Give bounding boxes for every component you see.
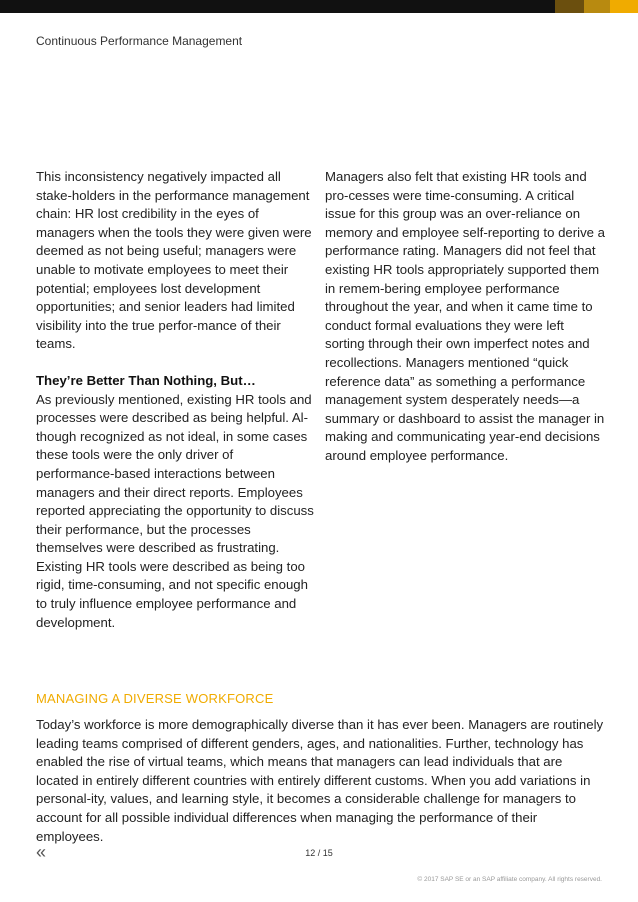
top-bar-segment-light-gold	[610, 0, 638, 13]
document-title: Continuous Performance Management	[36, 34, 243, 48]
double-chevron-left-icon[interactable]: «	[36, 842, 47, 862]
left-column	[36, 168, 314, 632]
paragraph-managers-time-consuming: Managers also felt that existing HR tools and pro-cesses were time-consuming. A critical issue for this group was an over-reliance on memory and employee self-reporting to derive a performance rating. Managers did not feel that existing HR tools appropriately supported them in remem-bering employee performance throughout the year, and when it came time to conduct formal evaluations they were left sorting through their own imperfect notes and recollections. Managers mentioned “quick reference data” as something a performance management system desperately needs—a summary or dashboard to assist the manager in making and communicating year-end decisions around employee performance.	[325, 169, 606, 463]
section-heading: MANAGING A DIVERSE WORKFORCE	[36, 691, 274, 706]
paragraph-inconsistency: This inconsistency negatively impacted all stake-holders in the performance management chain: HR lost credibility in the eyes of managers when the tools they were given were deemed as not being useful; managers were unable to motivate employees to meet their potential; employees lost development opportunities; and senior leaders had limited visibility into the true perfor-mance of their teams.	[36, 169, 312, 352]
top-bar-segment-dark-gold	[555, 0, 584, 13]
copyright-footer: © 2017 SAP SE or an SAP affiliate company. All rights reserved.	[417, 876, 602, 883]
section-body: Today’s workforce is more demographically diverse than it has ever been. Managers are routinely leading teams comprised of different genders, ages, and nationalities. Further, technology has enabled the rise of virtual teams, which means that managers can lead individuals that are located in entirely different countries with entirely different customs. When you add variations in personal-ity, values, and learning style, it becomes a considerable challenge for managers to account for all possible individual differences when managing the performance of their employees.	[36, 717, 604, 844]
paragraph-previously-mentioned: As previously mentioned, existing HR tools and processes were described as being helpful. Al-though recognized as not ideal, in some cases these tools were the only driver of performance-based interactions between managers and their direct reports. Employees reported appreciating the opportunity to discuss their performance, but the processes themselves were described as frustrating. Existing HR tools were described as being too rigid, time-consuming, and not specific enough to truly influence employee performance and development.	[36, 391, 314, 630]
page-number: 12 / 15	[305, 848, 333, 858]
top-bar	[0, 0, 638, 13]
section-diverse-workforce	[36, 690, 606, 846]
top-bar-segment-gold	[584, 0, 610, 13]
right-column	[325, 168, 607, 466]
subheading-better-than-nothing: They’re Better Than Nothing, But…	[36, 372, 256, 388]
